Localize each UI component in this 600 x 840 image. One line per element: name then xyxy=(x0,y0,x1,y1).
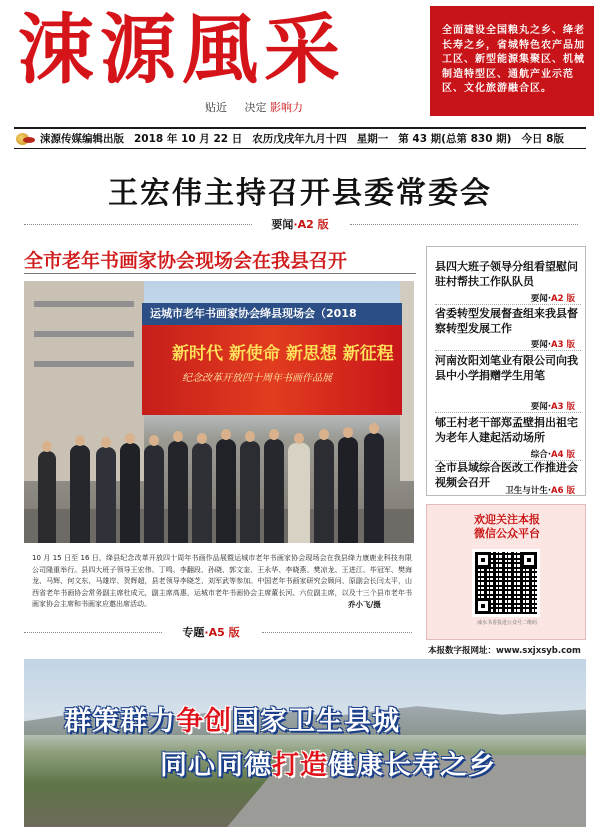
county-goals-box: 全面建设全国粮丸之乡、绛老长寿之乡，省城特色农产品加工区、新型能源集聚区、机械制造特型区、通航产业示范区、文化旅游融合区。 xyxy=(430,6,594,116)
wechat-promo-box xyxy=(426,504,586,640)
ref-label: 专题 xyxy=(182,626,205,639)
publisher-logo-icon xyxy=(14,131,36,147)
lunar-date: 农历戊戌年九月十四 xyxy=(252,133,347,145)
news-index-ref[interactable]: 要闻·A3 版 xyxy=(530,340,575,350)
page-count: 今日 8版 xyxy=(521,133,564,145)
lead-story-page-ref[interactable]: 专题·A5 版 xyxy=(182,626,240,639)
photo-banner-text: 运城市老年书画家协会绛县现场会（2018 xyxy=(142,303,402,325)
headline-page-ref[interactable]: 要闻·A2 版 xyxy=(271,218,329,231)
news-index-ref[interactable]: 要闻·A3 版 xyxy=(530,402,575,412)
news-index-item[interactable]: 河南汝阳刘笔业有限公司向我县中小学捐赠学生用笔 xyxy=(435,354,578,382)
photo-slogan: 新时代 新使命 新思想 新征程 xyxy=(172,344,394,364)
main-headline[interactable]: 王宏伟主持召开县委常委会 xyxy=(108,176,492,211)
ref-page: A5 版 xyxy=(208,626,240,639)
masthead-slogan xyxy=(205,99,303,115)
news-index-item[interactable]: 全市县域综合医改工作推进会视频会召开 xyxy=(435,461,578,489)
photo-byline: 乔小飞/摄 xyxy=(348,600,381,609)
wechat-title: 欢迎关注本报 微信公众平台 xyxy=(474,513,540,540)
slogan-part-c: 影响力 xyxy=(269,101,303,114)
digital-edition-url[interactable]: 本报数字报网址：www.sxjxsyb.com xyxy=(428,646,581,656)
divider xyxy=(435,412,581,413)
issue-date: 2018 年 10 月 22 日 xyxy=(134,133,243,145)
divider xyxy=(24,273,416,274)
news-index-item[interactable]: 县四大班子领导分组看望慰问驻村帮扶工作队队员 xyxy=(435,260,578,288)
exhibition-backdrop xyxy=(142,325,402,415)
news-index-item[interactable]: 省委转型发展督查组来我县督察转型发展工作 xyxy=(435,307,578,335)
news-index-ref[interactable]: 卫生与计生·A6 版 xyxy=(505,486,575,496)
banner-line-2: 同心同德打造健康长寿之乡 xyxy=(160,750,496,781)
masthead xyxy=(0,0,600,122)
issue-info-bar xyxy=(14,127,586,149)
divider xyxy=(435,350,581,351)
qr-note: 涑水书香投进公众号二维码 xyxy=(476,620,537,626)
ref-label: 要闻 xyxy=(271,218,294,231)
banner-line-1: 群策群力争创国家卫生县城 xyxy=(64,706,400,737)
photo-caption: 10 月 15 日至 16 日，绛县纪念改革开放四十周年书画作品展暨运城市老年书画家协会现场会在我县绛力康鹿业科技有限公司隆重举行。县四大班子领导王宏伟、丁鸣、李翻段、孙晓、郭文奎、王永华、李晓燕、樊凉龙、王进江、毕冠军、樊海龙、马辉、何文东、马雄岸、贺辉超，县老领导李晓芝、刘军武等参加。中国老年书画家研究会顾问、原副会长闫太平，山西省老年书画协会常务副主席杜成元，副主席高惠，运城市老年书画协会主席董长河、六位副主席，以及十三个县市老年书画家协会主席和书画家应邀出席活动。 xyxy=(32,554,412,608)
photo-subtitle: 纪念改革开放四十周年书画作品展 xyxy=(182,373,332,384)
divider xyxy=(435,304,581,305)
slogan-part-a: 贴近 xyxy=(205,101,227,114)
slogan-part-b: 决定 xyxy=(244,101,267,114)
lead-story-title[interactable]: 全市老年书画家协会现场会在我县召开 xyxy=(24,250,348,272)
news-index-item[interactable]: 郇王村老干部郑孟壁捐出祖宅为老年人建起活动场所 xyxy=(435,416,578,444)
newspaper-title: 涑源風采 xyxy=(18,5,346,94)
issue-number: 第 43 期(总第 830 期) xyxy=(398,133,512,145)
publisher: 涑源传媒编辑出版 xyxy=(40,133,124,145)
news-index xyxy=(426,246,586,496)
ref-page: A2 版 xyxy=(297,218,329,231)
weekday: 星期一 xyxy=(356,133,389,145)
news-index-ref[interactable]: 综合·A4 版 xyxy=(530,450,575,460)
qr-code-icon[interactable] xyxy=(472,549,540,617)
news-index-ref[interactable]: 要闻·A2 版 xyxy=(530,294,575,304)
lead-story-photo xyxy=(24,281,414,543)
public-service-banner xyxy=(24,659,586,827)
